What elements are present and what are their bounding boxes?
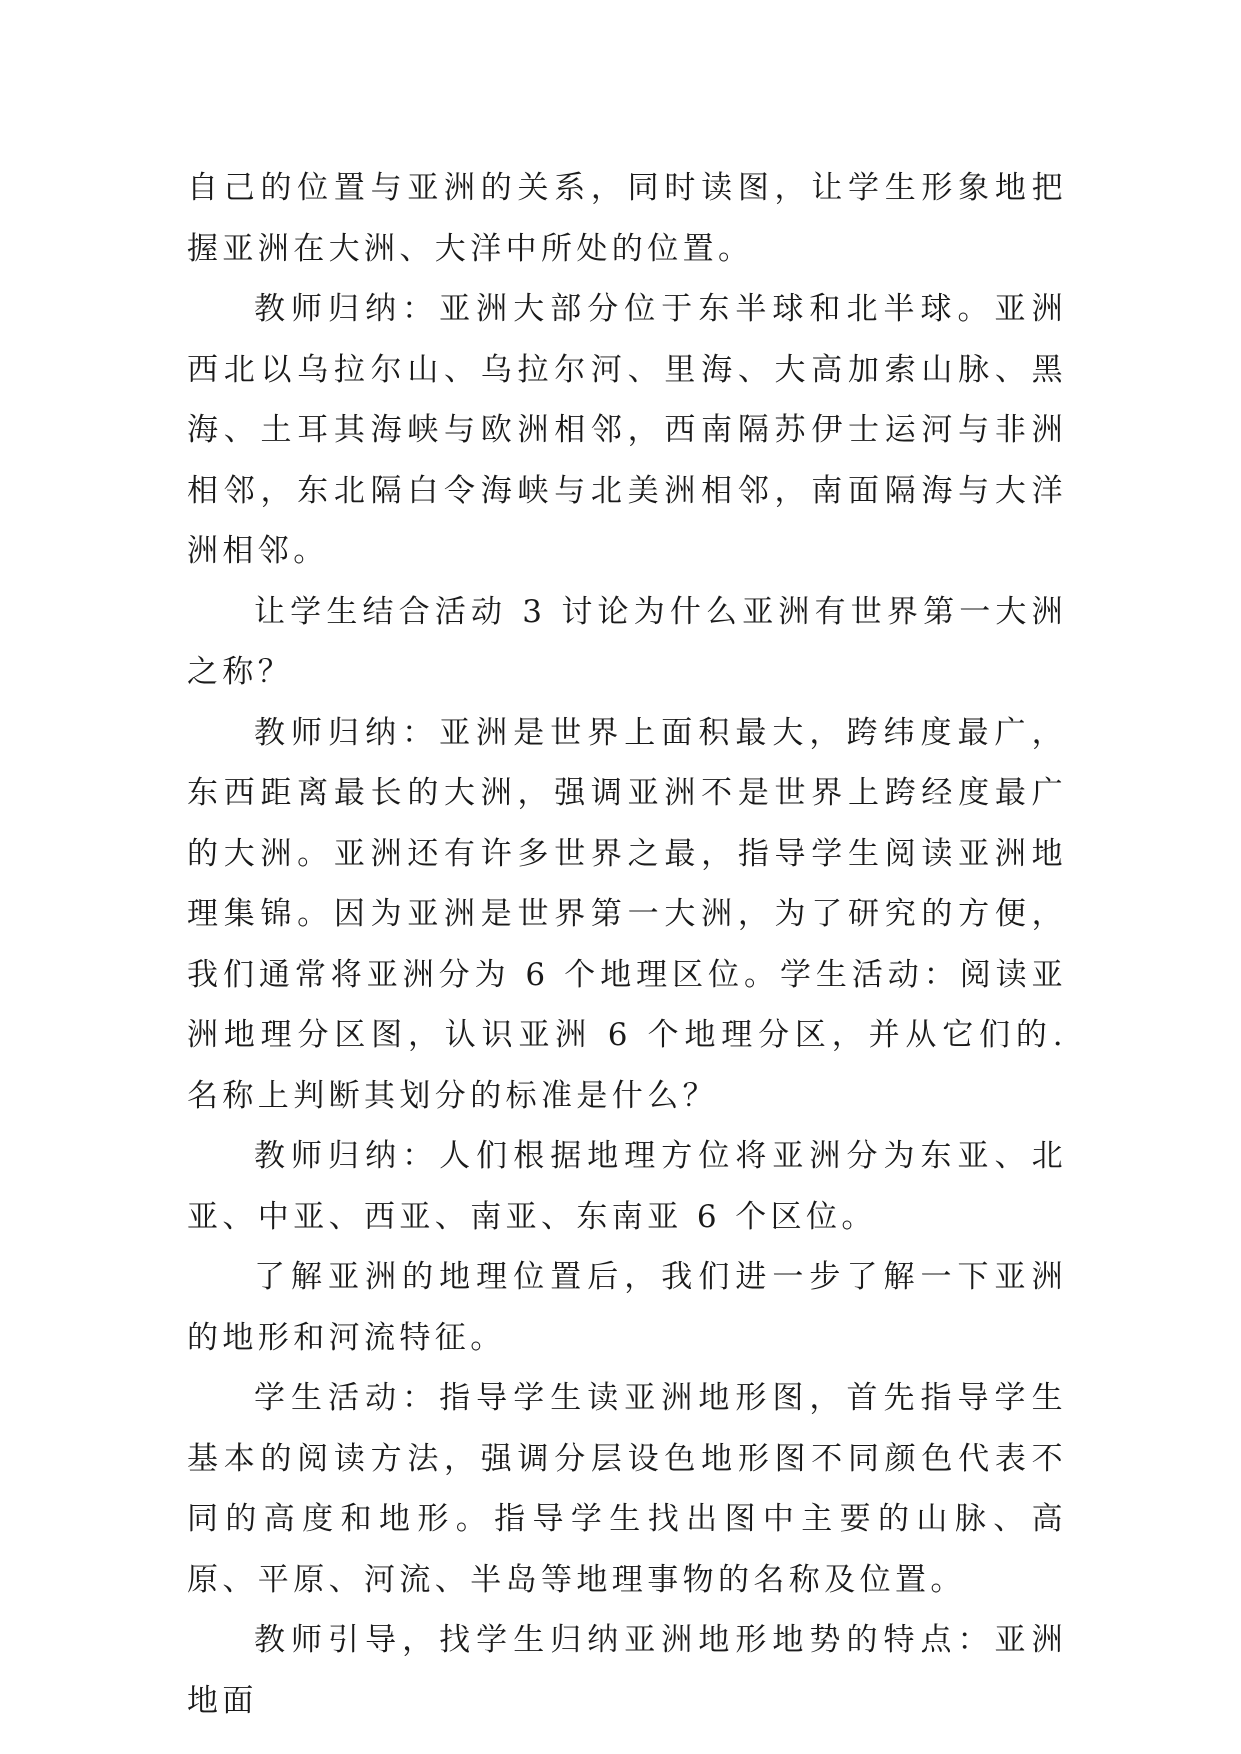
paragraph-8: 教师引导，找学生归纳亚洲地形地势的特点：亚洲地面: [187, 1622, 1067, 1719]
paragraph-1: 自己的位置与亚洲的关系，同时读图，让学生形象地把握亚洲在大洲、大洋中所处的位置。: [187, 170, 1067, 267]
paragraph-3: 让学生结合活动 3 讨论为什么亚洲有世界第一大洲之称？: [187, 593, 1067, 690]
document-body: [187, 158, 1067, 1731]
paragraph-5: 教师归纳：人们根据地理方位将亚洲分为东亚、北亚、中亚、西亚、南亚、东南亚 6 个区位。: [187, 1138, 1067, 1235]
paragraph-6: 了解亚洲的地理位置后，我们进一步了解一下亚洲的地形和河流特征。: [187, 1259, 1067, 1356]
paragraph-4: 教师归纳：亚洲是世界上面积最大，跨纬度最广，东西距离最长的大洲，强调亚洲不是世界上跨经度最广的大洲。亚洲还有许多世界之最，指导学生阅读亚洲地理集锦。因为亚洲是世界第一大洲，为了研究的方便，我们通常将亚洲分为 6 个地理区位。学生活动：阅读亚洲地理分区图，认识亚洲 6 个地理分区，并从它们的.名称上判断其划分的标准是什么？: [187, 714, 1067, 1114]
paragraph-2: 教师归纳：亚洲大部分位于东半球和北半球。亚洲西北以乌拉尔山、乌拉尔河、里海、大高加索山脉、黑海、土耳其海峡与欧洲相邻，西南隔苏伊士运河与非洲相邻，东北隔白令海峡与北美洲相邻，南面隔海与大洋洲相邻。: [187, 291, 1067, 569]
paragraph-7: 学生活动：指导学生读亚洲地形图，首先指导学生基本的阅读方法，强调分层设色地形图不同颜色代表不同的高度和地形。指导学生找出图中主要的山脉、高原、平原、河流、半岛等地理事物的名称及位置。: [187, 1380, 1067, 1598]
